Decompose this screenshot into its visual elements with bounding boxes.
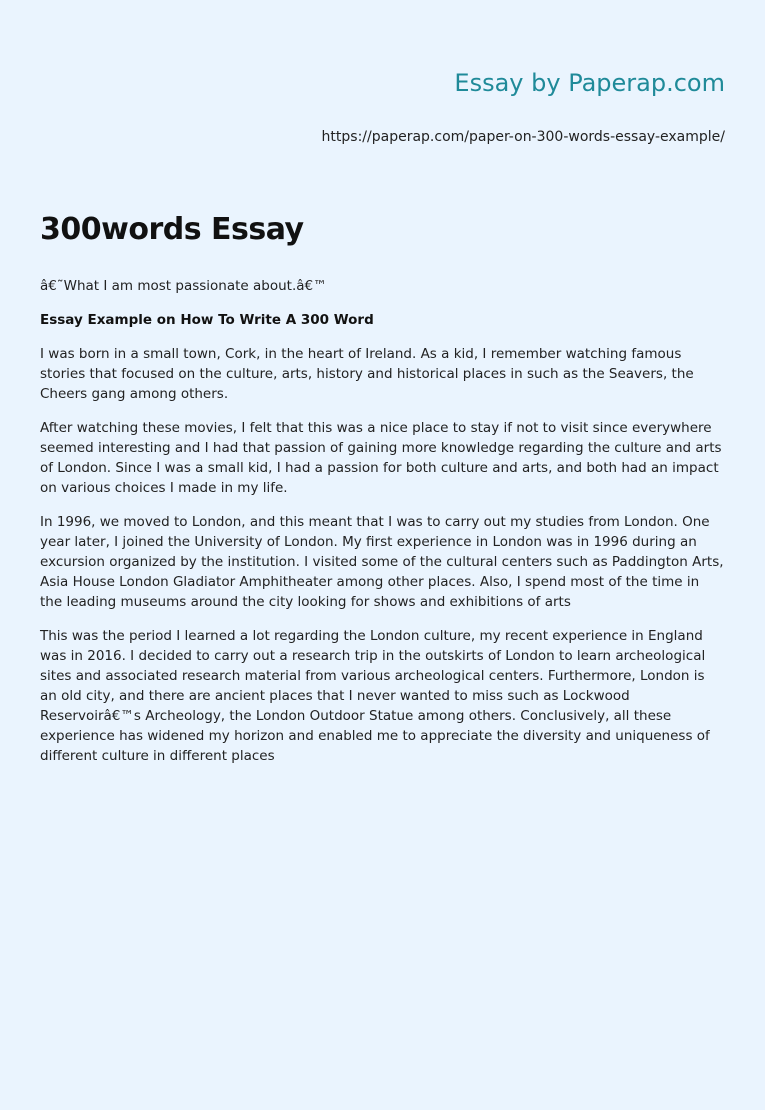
essay-heading: Essay Example on How To Write A 300 Word <box>40 312 374 328</box>
source-url-link[interactable]: https://paperap.com/paper-on-300-words-essay-example/ <box>321 129 725 145</box>
essay-paragraph: After watching these movies, I felt that this was a nice place to stay if not to visit since everywhere seemed interesting and I had that passion of gaining more knowledge regarding the culture and arts of London. Since I was a small kid, I had a passion for both culture and arts, and both had an impact on various choices I made in my life. <box>40 420 722 496</box>
essay-body <box>40 276 725 780</box>
essay-paragraph: I was born in a small town, Cork, in the heart of Ireland. As a kid, I remember watching famous stories that focused on the culture, arts, history and historical places in such as the Seavers, the Cheers gang among others. <box>40 346 694 402</box>
essay-subtitle: â€˜What I am most passionate about.â€™ <box>40 278 327 294</box>
essay-paragraph: This was the period I learned a lot regarding the London culture, my recent experience in England was in 2016. I decided to carry out a research trip in the outskirts of London to learn archeological sites and associated research material from various archeological centers. Furthermore, London is an old city, and there are ancient places that I never wanted to miss such as Lockwood Reservoirâ€™s Archeology, the London Outdoor Statue among others. Conclusively, all these experience has widened my horizon and enabled me to appreciate the diversity and uniqueness of different culture in different places <box>40 628 710 764</box>
essay-paragraph: In 1996, we moved to London, and this meant that I was to carry out my studies from London. One year later, I joined the University of London. My first experience in London was in 1996 during an excursion organized by the institution. I visited some of the cultural centers such as Paddington Arts, Asia House London Gladiator Amphitheater among other places. Also, I spend most of the time in the leading museums around the city looking for shows and exhibitions of arts <box>40 514 724 610</box>
essay-title: 300words Essay <box>40 212 304 247</box>
brand-link[interactable]: Essay by Paperap.com <box>454 69 725 97</box>
